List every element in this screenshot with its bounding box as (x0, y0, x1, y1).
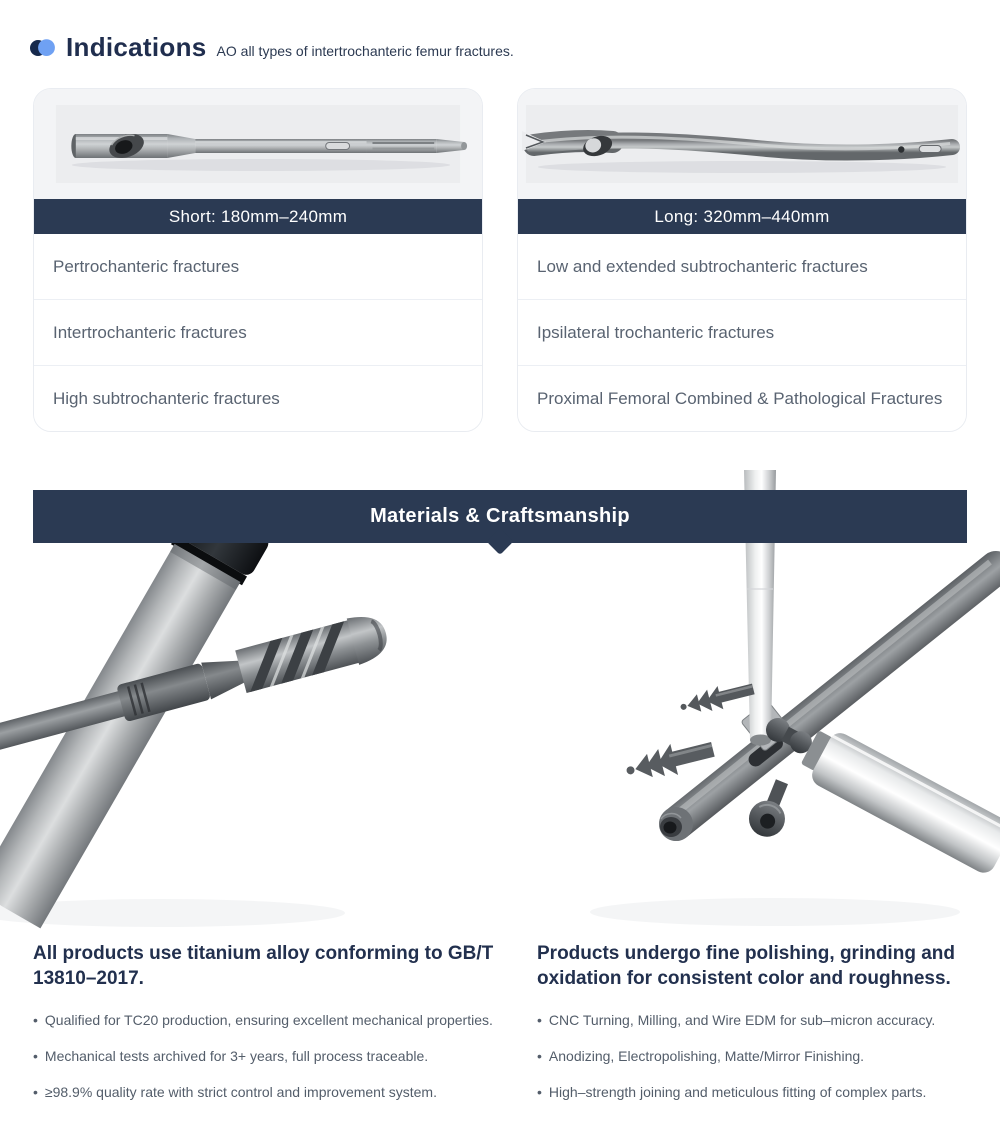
size-label-short: Short: 180mm–240mm (168, 206, 348, 226)
list-item (34, 365, 482, 431)
column-heading: Products undergo fine polishing, grinding and oxidation for consistent color and roughness. (537, 943, 955, 989)
bullet-list (537, 1012, 987, 1100)
materials-banner (33, 490, 967, 543)
bullet-text: Qualified for TC20 production, ensuring excellent mechanical properties. (44, 1012, 493, 1028)
size-bar-short (34, 199, 482, 234)
list-item-label: High subtrochanteric fractures (53, 388, 280, 408)
bullet-text: ≥98.9% quality rate with strict control and improvement system. (44, 1084, 437, 1100)
bullet-item (537, 1084, 987, 1100)
list-item-label: Proximal Femoral Combined & Pathological Fractures (537, 388, 943, 408)
banner-title: Materials & Craftsmanship (370, 505, 630, 527)
short-nail-illustration (34, 89, 482, 199)
bullet-text: Mechanical tests archived for 3+ years, full process traceable. (44, 1048, 429, 1064)
list-item-label: Pertrochanteric fractures (53, 256, 240, 276)
size-bar-long (518, 199, 966, 234)
bullet-text: CNC Turning, Milling, and Wire EDM for sub–micron accuracy. (548, 1012, 936, 1028)
list-item-label: Intertrochanteric fractures (53, 322, 247, 342)
list-item (518, 365, 966, 431)
short-nail-card (33, 88, 483, 432)
page-subtitle: AO all types of intertrochanteric femur fractures. (216, 42, 514, 59)
bullet-icon: • (537, 1084, 542, 1100)
bullet-item (537, 1012, 987, 1028)
list-item (34, 234, 482, 299)
bullet-item (33, 1012, 523, 1028)
short-nail-photo (34, 89, 482, 199)
size-label-long: Long: 320mm–440mm (654, 206, 830, 226)
list-item (518, 299, 966, 365)
bullet-item (33, 1048, 523, 1064)
materials-column-right (537, 941, 987, 1120)
fracture-list-long (518, 234, 966, 431)
materials-photo-left (0, 505, 470, 935)
reamer-and-handle-illustration (0, 505, 470, 935)
indications-header (30, 32, 514, 63)
bullet-list (33, 1012, 523, 1100)
bullet-text: High–strength joining and meticulous fitting of complex parts. (548, 1084, 927, 1100)
indication-cards (33, 88, 967, 432)
long-nail-illustration (518, 89, 966, 199)
materials-column-left (33, 941, 523, 1120)
column-heading: All products use titanium alloy conforming to GB/T 13810–2017. (33, 943, 494, 989)
list-item-label: Ipsilateral trochanteric fractures (537, 322, 775, 342)
bullet-icon: • (537, 1048, 542, 1064)
bullet-text: Anodizing, Electropolishing, Matte/Mirror Finishing. (548, 1048, 865, 1064)
fracture-list-short (34, 234, 482, 431)
page-title: Indications (66, 32, 207, 62)
bullet-icon: • (33, 1048, 38, 1064)
list-item-label: Low and extended subtrochanteric fractures (537, 256, 868, 276)
bullet-icon: • (33, 1084, 38, 1100)
section-dot-icon (30, 39, 56, 57)
bullet-item (33, 1084, 523, 1100)
bullet-icon: • (537, 1012, 542, 1028)
list-item (34, 299, 482, 365)
bullet-item (537, 1048, 987, 1064)
long-nail-photo (518, 89, 966, 199)
long-nail-card (517, 88, 967, 432)
list-item (518, 234, 966, 299)
bullet-icon: • (33, 1012, 38, 1028)
